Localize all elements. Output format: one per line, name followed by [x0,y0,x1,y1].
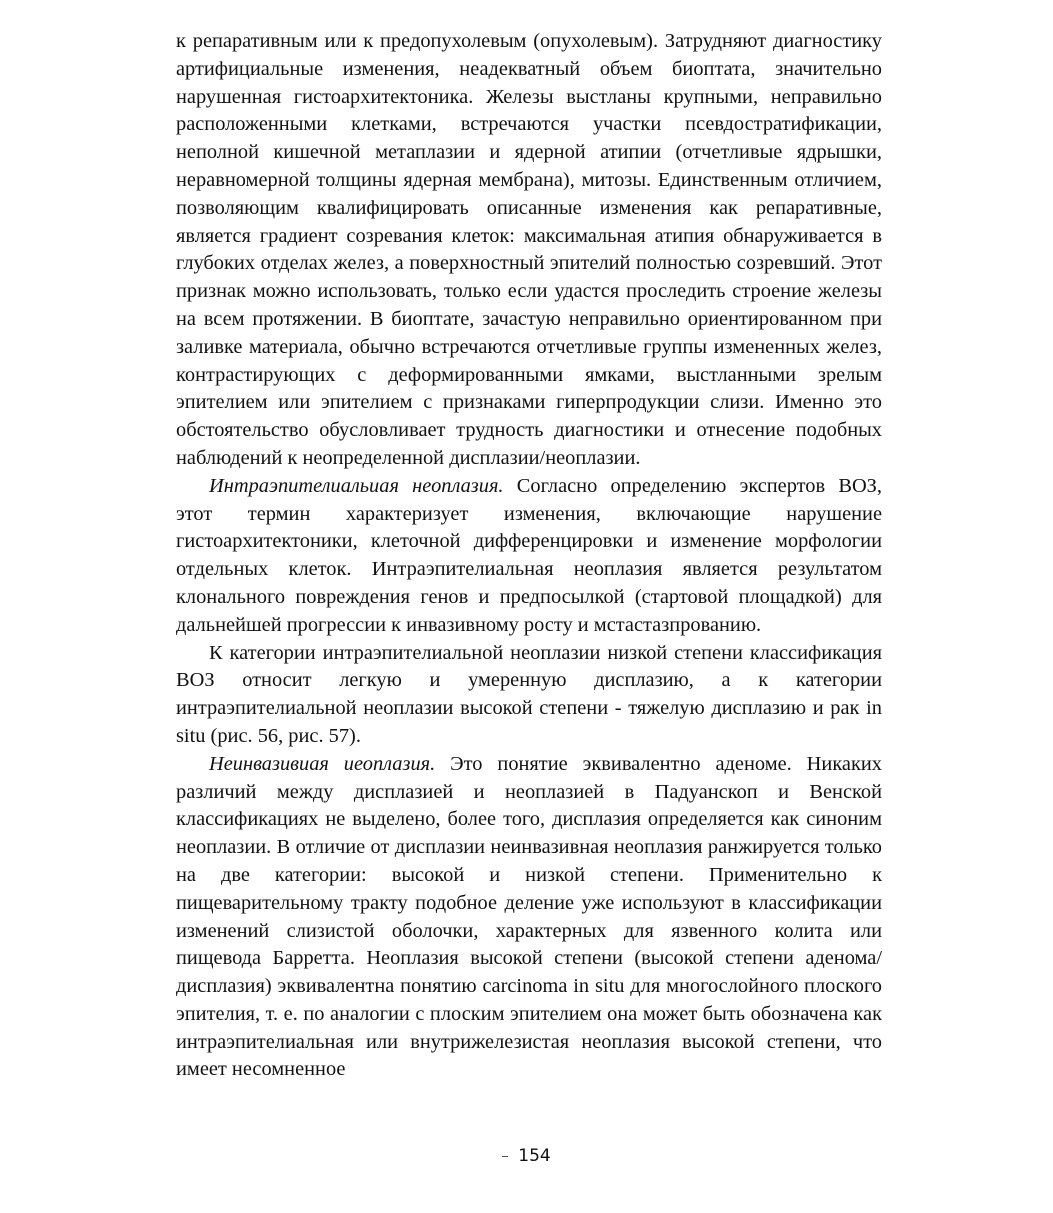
paragraph-4-text: Это понятие эквивалентно аденоме. Никаких различий между дисплазией и неоплазией в Падуанскоп и Венской классификациях не выделено, более того, дисплазия определяется как синоним неоплазии. В отличие от дисплазии неинвазивная неоплазия ранжируется только на две категории: высокой и низкой степени. Применительно к пищеварительному тракту подобное деление уже используют в классификации изменений слизистой оболочки, характерных для язвенного колита или пищевода Барретта. Неоплазия высокой степени (высокой степени аденома/дисплазия) эквивалентна понятию carcinoma in situ для многослойного плоского эпителия, т. е. по аналогии с плоским эпителием она может быть обозначена как интраэпителиальная или внутрижелезистая неоплазия высокой степени, что имеет несомненное [176,752,882,1081]
paragraph-3 [176,640,882,751]
paragraph-3-text: К категории интраэпителиальной неоплазии низкой степени классификация ВОЗ относит легкую и умеренную дисплазию, а к категории интраэпителиальной неоплазии высокой степени - тяжелую дисплазию и рак in situ (рис. 56, рис. 57). [176,641,882,747]
paragraph-2-lead: Интраэпителиальиая неоплазия. [209,474,504,497]
paragraph-4 [176,751,882,1085]
page-footer [0,1146,1053,1166]
paragraph-2 [176,473,882,640]
paragraph-1 [176,28,882,473]
page-body [176,28,882,1084]
page-number: 154 [518,1146,551,1166]
footer-dash [502,1156,508,1157]
paragraph-2-text: Согласно определению экспертов ВОЗ, этот термин характеризует изменения, включающие нарушение гистоархитектоники, клеточной дифференцировки и изменение морфологии отдельных клеток. Интраэпителиальная неоплазия является результатом клонального повреждения генов и предпосылкой (стартовой площадкой) для дальнейшей прогрессии к инвазивному росту и мстастазпрованию. [176,474,882,636]
paragraph-4-lead: Неинвазивиая иеоплазия. [209,752,436,775]
paragraph-1-text: к репаративным или к предопухолевым (опухолевым). Затрудняют диагностику артифициальные изменения, неадекватный объем биоптата, значительно нарушенная гистоархитектоника. Железы выстланы крупными, неправильно расположенными клетками, встречаются участки псевдостратификации, неполной кишечной метаплазии и ядерной атипии (отчетливые ядрышки, неравномерной толщины ядерная мембрана), митозы. Единственным отличием, позволяющим квалифицировать описанные изменения как репаративные, является градиент созревания клеток: максимальная атипия обнаруживается в глубоких отделах желез, а поверхностный эпителий полностью созревший. Этот признак можно использовать, только если удастся проследить строение железы на всем протяжении. В биоптате, зачастую неправильно ориентированном при заливке материала, обычно встречаются отчетливые группы измененных желез, контрастирующих с деформированными ямками, выстланными зрелым эпителием или эпителием с признаками гиперпродукции слизи. Именно это обстоятельство обусловливает трудность диагностики и отнесение подобных наблюдений к неопределенной дисплазии/неоплазии. [176,30,882,469]
